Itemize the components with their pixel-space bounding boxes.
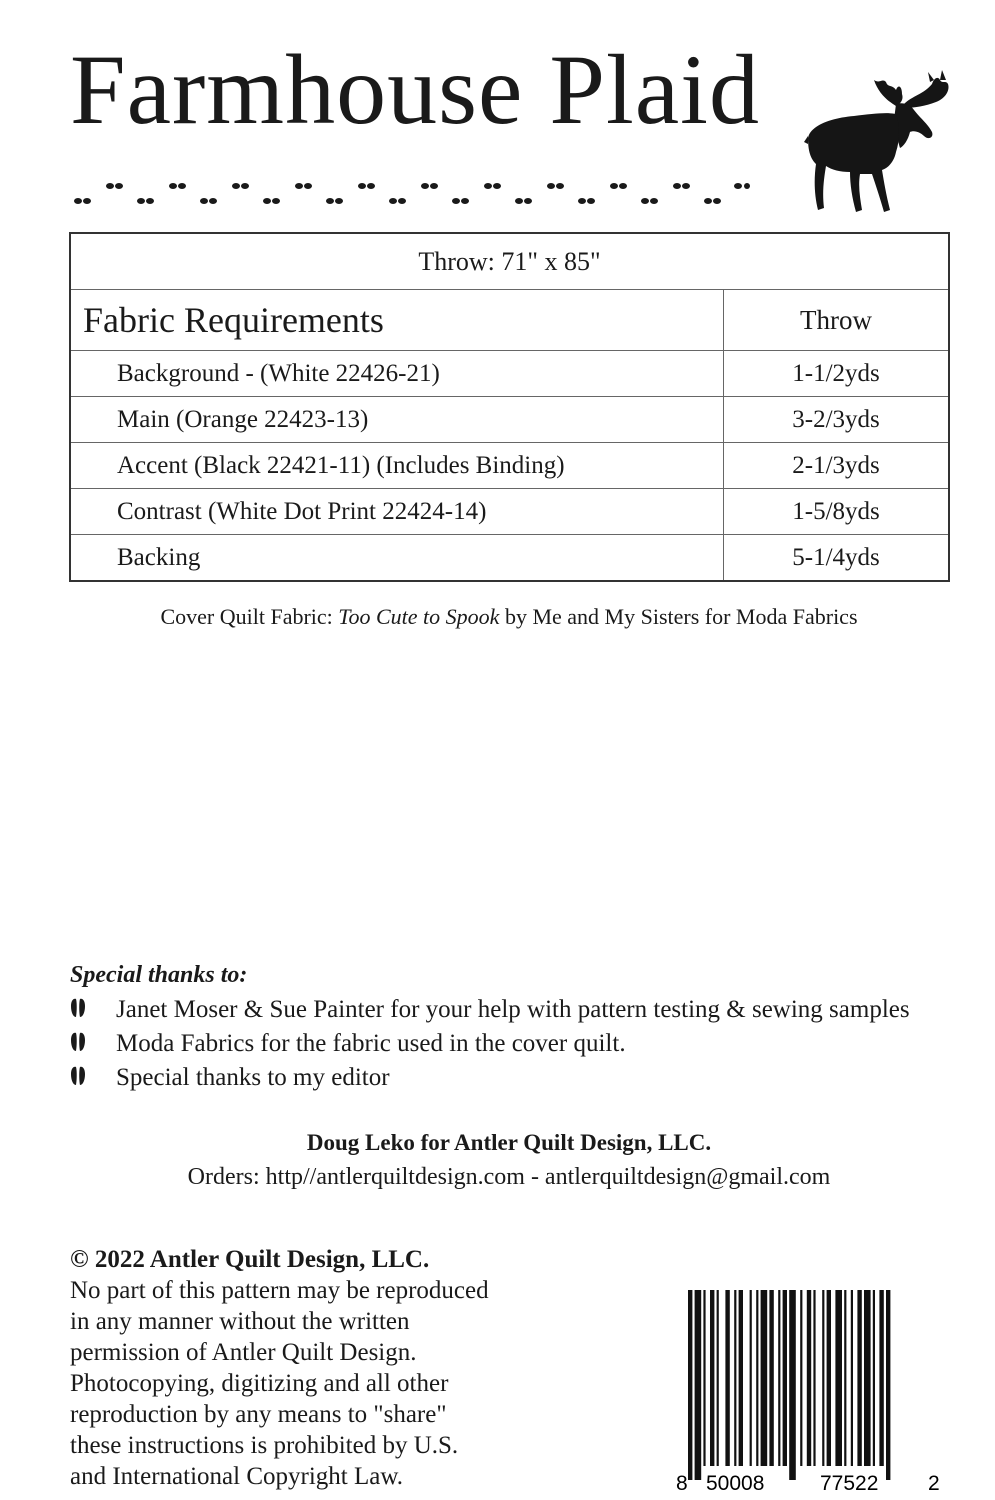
copyright-line: and International Copyright Law. [70,1463,404,1490]
barcode-bar [851,1290,853,1466]
barcode-bar [822,1290,824,1466]
quilt-size: Throw: 71" x 85" [70,233,949,290]
cover-quilt-note [0,604,995,630]
barcode-bar [886,1290,890,1480]
thanks-text: Moda Fabrics for the fabric used in the cover quilt. [116,1030,626,1057]
table-header-row [70,290,949,351]
barcode-bar [710,1290,714,1466]
barcode-bar [800,1290,802,1466]
barcode-bar [717,1290,719,1466]
pattern-title: Farmhouse Plaid [70,34,760,145]
copyright-line: permission of Antler Quilt Design. [70,1339,417,1366]
table-row [70,535,949,582]
fabric-amount: 1-5/8yds [724,489,950,535]
thanks-list [70,994,910,1096]
fabric-amount: 1-1/2yds [724,351,950,397]
hoof-print-icon [70,1029,116,1061]
barcode-bar [739,1290,743,1466]
copyright-heading: © 2022 Antler Quilt Design, LLC. [70,1246,430,1273]
hoof-prints-icon [70,172,750,212]
barcode-bar [789,1290,796,1480]
fabric-amount: 5-1/4yds [724,535,950,582]
table-heading: Fabric Requirements [70,290,724,351]
barcode-bar [835,1290,842,1466]
fabric-label: Contrast (White Dot Print 22424-14) [70,489,724,535]
table-row [70,443,949,489]
thanks-text: Special thanks to my editor [116,1064,390,1091]
barcode-bar [864,1290,871,1466]
barcode-digit: 2 [928,1472,940,1495]
thanks-text: Janet Moser & Sue Painter for your help with pattern testing & sewing samples [116,996,910,1023]
barcode-bar [827,1290,831,1466]
barcode-bar [703,1290,705,1466]
fabric-amount: 3-2/3yds [724,397,950,443]
fabric-label: Accent (Black 22421-11) (Includes Binding) [70,443,724,489]
barcode-digit: 77522 [820,1472,879,1495]
barcode-bar [778,1290,780,1466]
copyright-line: in any manner without the written [70,1308,410,1335]
barcode-bar [761,1290,768,1466]
moose-silhouette-icon [800,70,955,215]
hoof-print-icon [70,1063,116,1095]
designer-credit: Doug Leko for Antler Quilt Design, LLC. [306,1130,712,1155]
barcode-digit: 8 [676,1472,688,1495]
table-row [70,489,949,535]
barcode-bar [756,1290,758,1466]
barcode-bar [725,1290,729,1466]
copyright-notice [70,1244,590,1492]
barcode-bar [813,1290,815,1466]
barcode-bar [857,1290,861,1466]
barcode-bar [783,1290,787,1466]
copyright-line: these instructions is prohibited by U.S. [70,1432,459,1459]
barcode-digit: 50008 [706,1472,765,1495]
barcode-bar [695,1290,702,1480]
special-thanks-heading: Special thanks to: [70,962,248,988]
copyright-line: No part of this pattern may be reproduced [70,1277,489,1304]
fabric-requirements-table [69,232,950,582]
barcode-bar [769,1290,773,1466]
barcode-bar [688,1290,692,1480]
fabric-collection-name: Too Cute to Spook [338,604,500,629]
fabric-label: Main (Orange 22423-13) [70,397,724,443]
copyright-line: Photocopying, digitizing and all other [70,1370,449,1397]
barcode-bar [844,1290,846,1466]
barcode [670,1290,945,1495]
cover-note-suffix: by Me and My Sisters for Moda Fabrics [499,604,858,629]
fabric-label: Background - (White 22426-21) [70,351,724,397]
table-row [70,397,949,443]
list-item [70,994,910,1028]
barcode-bar [807,1290,811,1466]
fabric-label: Backing [70,535,724,582]
column-heading-throw: Throw [724,290,950,351]
cover-note-prefix: Cover Quilt Fabric: [160,604,339,629]
list-item [70,1062,910,1096]
barcode-bars [688,1290,890,1480]
size-row [70,233,949,290]
barcode-bar [750,1290,752,1466]
hoof-print-icon [70,995,116,1027]
list-item [70,1028,910,1062]
table-row [70,351,949,397]
barcode-bar [879,1290,883,1466]
barcode-bar [734,1290,736,1466]
barcode-bar [873,1290,875,1466]
fabric-amount: 2-1/3yds [724,443,950,489]
copyright-line: reproduction by any means to "share" [70,1401,447,1428]
orders-contact: Orders: http//antlerquiltdesign.com - antlerquiltdesign@gmail.com [187,1164,831,1190]
